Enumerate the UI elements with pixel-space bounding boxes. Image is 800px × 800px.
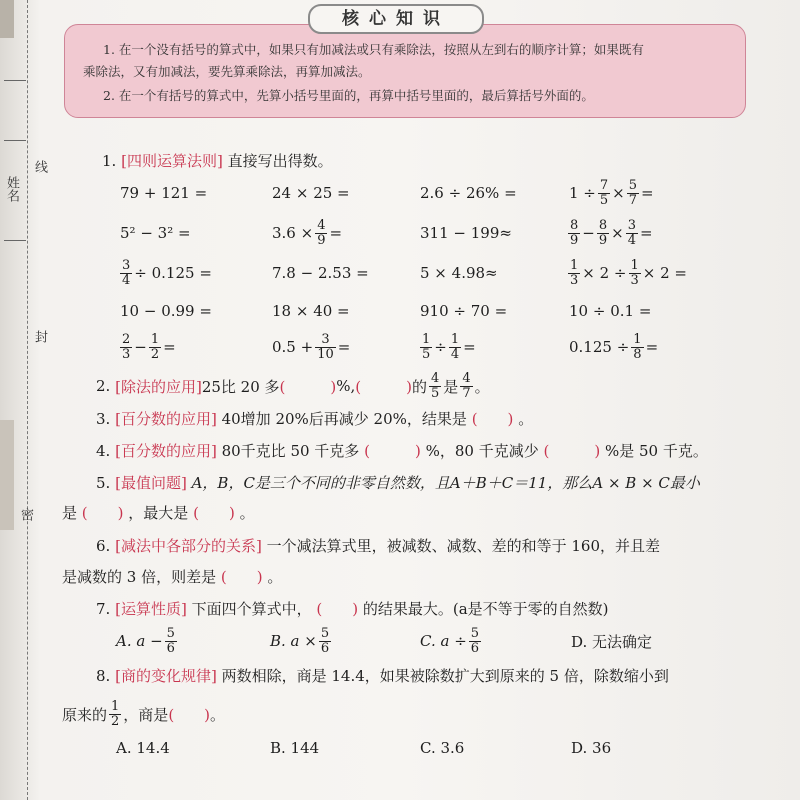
calc-item: 7.8 − 2.53 = <box>272 264 369 282</box>
calc-text: = <box>463 338 476 356</box>
fraction <box>597 219 609 248</box>
fraction <box>120 259 132 288</box>
numerator: 4 <box>462 370 471 386</box>
question-text: 的 <box>412 377 428 396</box>
calc-text: 0.125 ÷ <box>569 338 630 356</box>
option-b[interactable] <box>270 624 333 658</box>
secret-label: 密 <box>18 508 33 521</box>
answer-blank[interactable]: ( ) <box>81 504 124 522</box>
question-7 <box>96 598 609 619</box>
question-text: %是 50 千克。 <box>604 442 708 460</box>
numerator: 2 <box>122 331 131 347</box>
calc-item <box>272 330 350 364</box>
fraction <box>469 627 481 656</box>
numerator: 1 <box>630 257 639 273</box>
calc-text: = <box>645 338 659 356</box>
binding-tab <box>0 0 14 38</box>
fraction <box>315 333 336 362</box>
option-d[interactable]: D. 36 <box>571 739 612 757</box>
question-text: 25比 20 多 <box>201 377 280 396</box>
denominator: 6 <box>320 640 330 656</box>
fraction <box>120 333 132 362</box>
margin-rule <box>4 80 26 81</box>
denominator: 7 <box>462 385 471 401</box>
fraction <box>460 372 472 401</box>
denominator: 2 <box>150 346 160 362</box>
fraction <box>319 627 331 656</box>
numerator: 1 <box>633 331 642 347</box>
question-text: %, <box>336 377 356 395</box>
question-text: 。 <box>267 568 283 586</box>
seal-label: 封 <box>32 330 47 343</box>
question-tag: [四则运算法则] <box>121 152 223 170</box>
calc-item: 5² − 3² = <box>120 224 191 242</box>
question-6-line-2 <box>62 566 282 587</box>
denominator: 9 <box>317 232 326 248</box>
question-text: 的结果最大。(a是不等于零的自然数) <box>362 600 609 618</box>
denominator: 5 <box>422 346 431 362</box>
calc-item: 10 − 0.99 = <box>120 302 212 320</box>
calc-item <box>569 176 654 210</box>
option-a[interactable] <box>116 624 179 658</box>
numerator: 1 <box>111 698 120 714</box>
question-5-line-2 <box>62 502 255 523</box>
calc-item <box>566 216 653 250</box>
numerator: 7 <box>599 177 609 193</box>
numerator: 5 <box>320 625 330 641</box>
rule-1-line-2: 乘除法，又有加减法，要先算乘除法，再算加减法。 <box>83 64 371 79</box>
option-d[interactable]: D. 无法确定 <box>571 632 653 651</box>
denominator: 6 <box>470 640 480 656</box>
question-4 <box>96 440 708 461</box>
calc-text: = <box>640 224 653 242</box>
calc-text: = <box>641 184 654 202</box>
denominator: 4 <box>627 232 636 248</box>
question-text: 80千克比 50 千克多 <box>221 442 360 460</box>
question-text: 直接写出得数。 <box>227 152 333 170</box>
fraction <box>568 219 580 248</box>
answer-blank[interactable]: ( ) <box>316 600 359 618</box>
calc-item: 910 ÷ 70 = <box>420 302 508 320</box>
question-text: 是减数的 3 倍，则差是 <box>62 568 217 586</box>
calc-text: ÷ <box>434 338 447 356</box>
answer-blank[interactable]: ( ) <box>168 705 211 724</box>
question-8-line-2 <box>62 696 225 732</box>
question-text: 。 <box>474 377 490 396</box>
calc-item <box>118 330 176 364</box>
question-text: 一个减法算式里，被减数、减数、差的和等于 160，并且差 <box>266 537 660 555</box>
denominator: 5 <box>599 192 609 208</box>
question-number: 6. <box>96 537 111 555</box>
calc-text: = <box>163 338 176 356</box>
calc-item: 2.6 ÷ 26% = <box>420 184 517 202</box>
numerator: 8 <box>598 217 608 233</box>
answer-blank[interactable]: ( ) <box>355 377 412 396</box>
line-label: 线 <box>32 160 47 173</box>
question-text: %，80 千克减少 <box>425 442 539 460</box>
question-number: 5. <box>96 474 111 492</box>
question-2 <box>96 369 490 403</box>
calc-item: 10 ÷ 0.1 = <box>569 302 652 320</box>
question-tag: [运算性质] <box>115 600 187 618</box>
denominator: 8 <box>633 346 642 362</box>
numerator: 1 <box>422 331 431 347</box>
question-tag: [最值问题] <box>115 474 187 492</box>
denominator: 4 <box>122 272 131 288</box>
denominator: 2 <box>111 713 120 729</box>
core-knowledge-title: 核心知识 <box>308 4 484 34</box>
denominator: 7 <box>628 192 638 208</box>
question-tag: [除法的应用] <box>115 377 202 396</box>
denominator: 10 <box>317 346 334 362</box>
calc-item: 18 × 40 = <box>272 302 350 320</box>
fraction <box>449 333 461 362</box>
answer-blank[interactable]: ( ) <box>193 504 235 522</box>
margin-rule <box>4 240 26 241</box>
question-number: 1. <box>102 152 117 170</box>
fraction <box>629 259 641 288</box>
question-tag: [百分数的应用] <box>115 442 217 460</box>
margin-rule <box>4 140 26 141</box>
question-text: A，B，C是三个不同的非零自然数，且A＋B＋C＝11，那么A × B × C最小 <box>191 474 700 492</box>
numerator: 3 <box>627 217 636 233</box>
question-number: 4. <box>96 442 111 460</box>
calc-text: 1 ÷ <box>569 184 596 202</box>
question-number: 8. <box>96 667 111 685</box>
option-text: C. a ÷ <box>420 632 467 650</box>
numerator: 3 <box>122 257 131 273</box>
question-text: ，最大是 <box>128 504 189 522</box>
answer-blank[interactable]: ( ) <box>279 377 337 396</box>
fraction <box>598 179 610 208</box>
question-text: 是 <box>443 377 459 396</box>
question-3 <box>96 408 533 429</box>
fraction <box>429 372 441 401</box>
fraction <box>631 333 643 362</box>
calc-item <box>118 256 212 290</box>
binding-margin <box>0 0 47 800</box>
numerator: 1 <box>570 257 579 273</box>
numerator: 1 <box>150 331 160 347</box>
question-8 <box>96 665 669 686</box>
option-text: A. a − <box>116 632 163 650</box>
denominator: 9 <box>598 232 608 248</box>
core-knowledge-box <box>64 24 746 118</box>
question-1 <box>102 150 333 171</box>
numerator: 3 <box>321 331 330 347</box>
fraction <box>109 700 121 729</box>
question-tag: [百分数的应用] <box>115 410 217 428</box>
rule-1-line-1: 1. 在一个没有括号的算式中，如果只有加减法或只有乘除法，按照从左到右的顺序计算；如果既有 <box>103 42 644 57</box>
question-text: 是 <box>62 504 78 522</box>
calc-text: × <box>611 224 624 242</box>
denominator: 3 <box>630 272 639 288</box>
calc-text: − <box>134 338 147 356</box>
question-text: 。 <box>210 705 226 724</box>
calc-text: ÷ 0.125 = <box>134 264 212 282</box>
calc-text: 0.5 + <box>272 338 314 356</box>
cut-line <box>27 0 28 800</box>
calc-text: = <box>337 338 351 356</box>
question-text: 。 <box>239 504 255 522</box>
numerator: 5 <box>166 625 175 641</box>
numerator: 1 <box>450 331 460 347</box>
question-text: 下面四个算式中， <box>191 600 312 618</box>
answer-blank[interactable]: ( ) <box>471 410 514 428</box>
binding-tab-lower <box>0 420 14 530</box>
option-c[interactable]: C. 3.6 <box>420 739 465 757</box>
calc-text: − <box>582 224 595 242</box>
option-a[interactable]: A. 14.4 <box>116 739 170 757</box>
fraction <box>420 333 432 362</box>
numerator: 5 <box>470 625 480 641</box>
calc-text: = <box>329 224 343 242</box>
numerator: 8 <box>570 217 579 233</box>
denominator: 4 <box>450 346 460 362</box>
numerator: 5 <box>628 177 638 193</box>
calc-item: 311 − 199≈ <box>420 224 512 242</box>
fraction <box>626 219 638 248</box>
question-tag: [商的变化规律] <box>115 667 217 685</box>
numerator: 4 <box>317 217 326 233</box>
question-number: 3. <box>96 410 111 428</box>
question-number: 2. <box>96 377 111 395</box>
question-tag: [减法中各部分的关系] <box>115 537 262 555</box>
question-number: 7. <box>96 600 111 618</box>
fraction <box>627 179 639 208</box>
calc-item <box>566 256 687 290</box>
question-text: 。 <box>518 410 534 428</box>
question-text: ，商是 <box>123 705 169 724</box>
name-label: 姓名 <box>4 176 19 202</box>
denominator: 9 <box>570 232 579 248</box>
answer-blank[interactable]: ( ) <box>220 568 263 586</box>
calc-text: × <box>612 184 625 202</box>
calc-text: × 2 = <box>642 264 687 282</box>
calc-item: 5 × 4.98≈ <box>420 264 498 282</box>
fraction <box>315 219 327 248</box>
question-text: 原来的 <box>62 705 108 724</box>
answer-blank[interactable]: ( ) <box>543 442 601 460</box>
fraction <box>568 259 580 288</box>
calc-text: × 2 ÷ <box>582 264 627 282</box>
calc-item <box>569 330 658 364</box>
option-c[interactable] <box>420 624 483 658</box>
fraction <box>165 627 177 656</box>
question-6 <box>96 535 660 556</box>
rule-2: 2. 在一个有括号的算式中，先算小括号里面的，再算中括号里面的，最后算括号外面的。 <box>103 88 594 103</box>
option-text: B. a × <box>270 632 317 650</box>
calc-item: 79 + 121 = <box>120 184 208 202</box>
calc-item: 24 × 25 = <box>272 184 350 202</box>
calc-item <box>272 216 342 250</box>
calc-item <box>418 330 476 364</box>
question-text: 40增加 20%后再减少 20%，结果是 <box>221 410 467 428</box>
numerator: 4 <box>431 370 440 386</box>
denominator: 3 <box>122 346 131 362</box>
question-5 <box>96 472 700 493</box>
calc-text: 3.6 × <box>272 224 314 242</box>
fraction <box>149 333 161 362</box>
denominator: 5 <box>431 385 440 401</box>
answer-blank[interactable]: ( ) <box>364 442 421 460</box>
option-b[interactable]: B. 144 <box>270 739 320 757</box>
question-text: 两数相除，商是 14.4，如果被除数扩大到原来的 5 倍，除数缩小到 <box>221 667 669 685</box>
denominator: 3 <box>570 272 579 288</box>
denominator: 6 <box>166 640 175 656</box>
